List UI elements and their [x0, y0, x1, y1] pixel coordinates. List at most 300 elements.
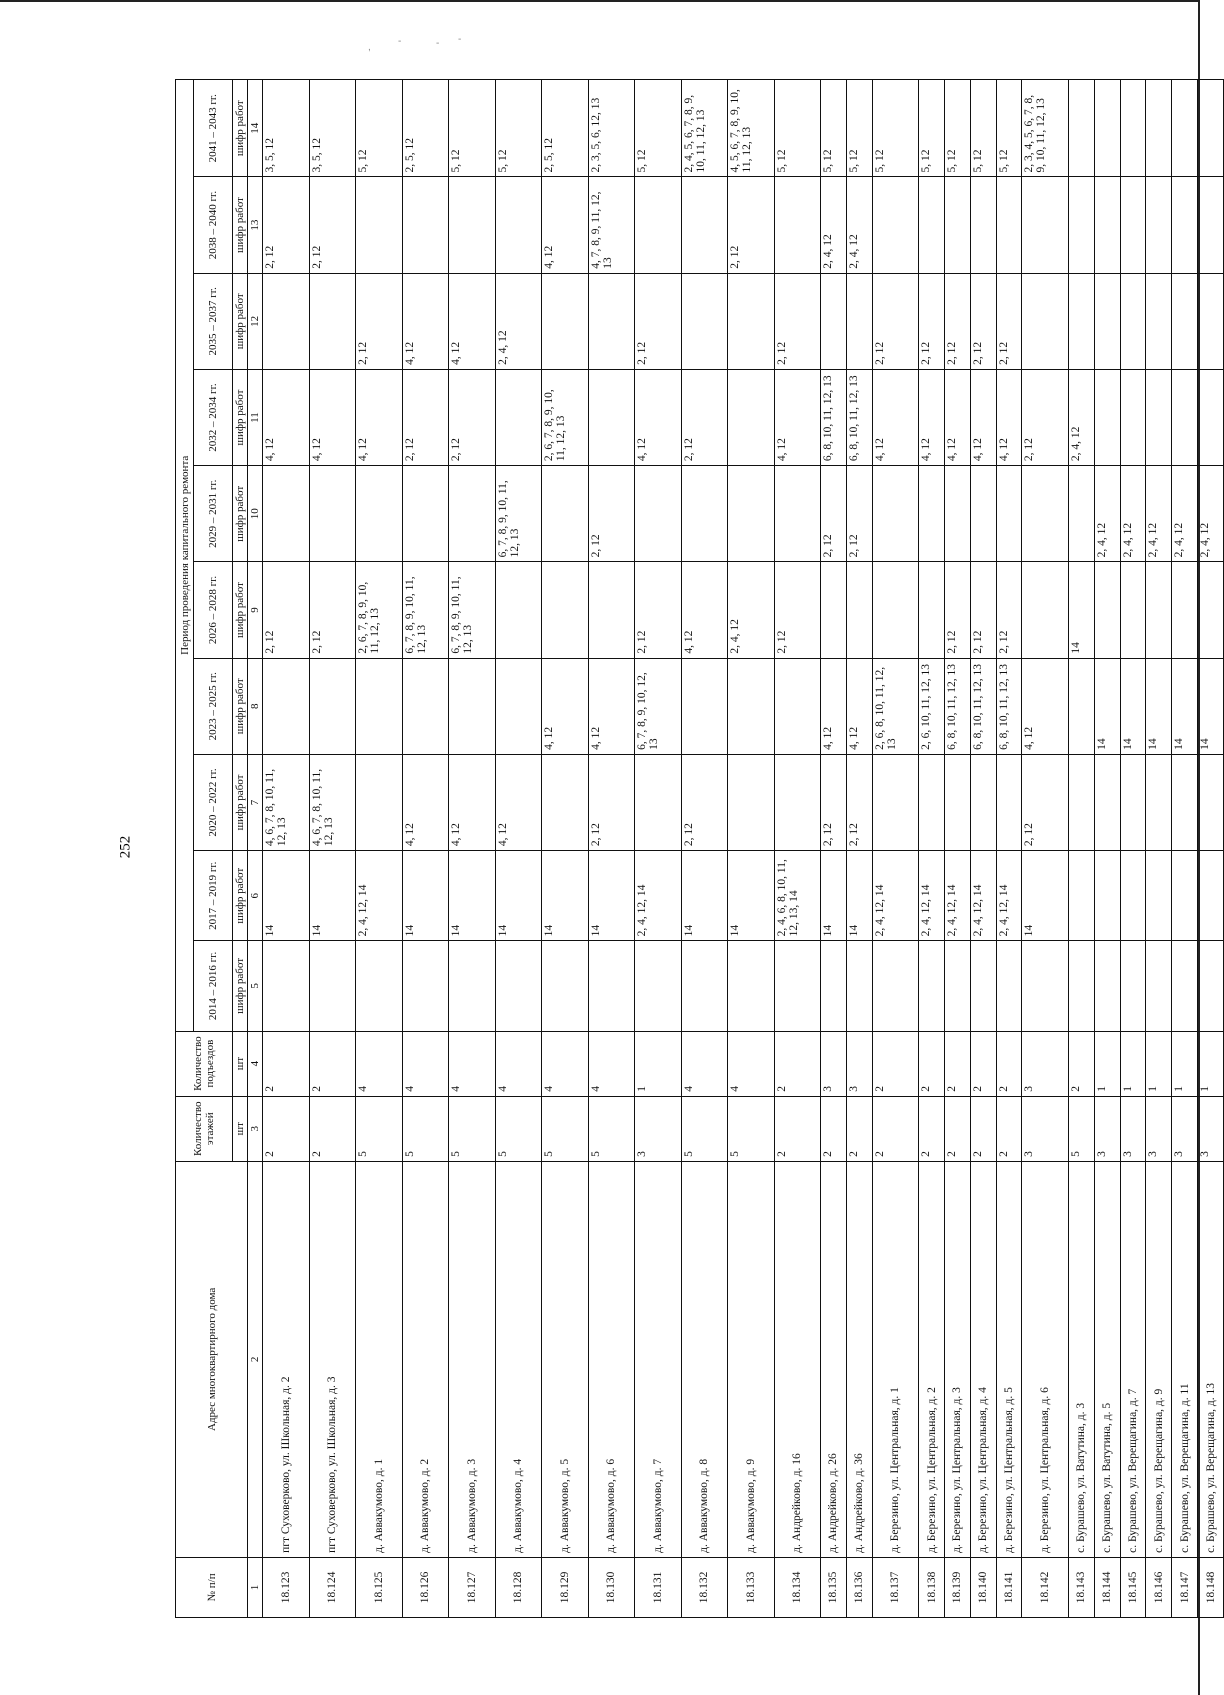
row-period-code — [1172, 562, 1198, 658]
row-period-code — [774, 177, 821, 273]
row-address: д. Андрейково, д. 16 — [774, 1161, 821, 1557]
row-period-code — [1120, 273, 1146, 369]
header-period: 2041 – 2043 гг. — [194, 80, 233, 177]
header-period: 2014 – 2016 гг. — [194, 941, 233, 1031]
row-address: д. Березино, ул. Центральная, д. 3 — [944, 1161, 970, 1557]
row-period-code — [919, 562, 945, 658]
row-period-code — [588, 941, 635, 1031]
row-floors: 5 — [542, 1096, 589, 1161]
row-period-code: 14 — [1146, 658, 1172, 754]
header-period: 2020 – 2022 гг. — [194, 754, 233, 850]
row-period-code — [1094, 369, 1120, 465]
row-entrances: 2 — [1068, 1031, 1094, 1096]
header-period-title: Период проведения капитального ремонта — [176, 80, 194, 1032]
row-period-code: 2, 4, 12 — [846, 177, 872, 273]
row-period-code — [356, 658, 403, 754]
row-period-code — [846, 941, 872, 1031]
row-number: 18.145 — [1120, 1557, 1146, 1617]
header-col-number: 8 — [248, 658, 263, 754]
row-period-code — [1068, 177, 1094, 273]
row-floors: 3 — [1146, 1096, 1172, 1161]
row-period-code — [495, 562, 542, 658]
row-period-code — [1120, 851, 1146, 941]
row-period-code — [728, 754, 775, 850]
row-period-code: 2, 12 — [996, 562, 1022, 658]
row-period-code: 2, 5, 12 — [542, 80, 589, 177]
row-entrances: 2 — [872, 1031, 919, 1096]
row-period-code: 2, 12 — [356, 273, 403, 369]
table-row — [1094, 80, 1120, 1618]
row-period-code: 2, 12 — [681, 754, 728, 850]
row-period-code: 2, 6, 7, 8, 9, 10, 11, 12, 13 — [356, 562, 403, 658]
row-number: 18.127 — [449, 1557, 496, 1617]
row-period-code — [846, 562, 872, 658]
row-period-code: 6, 8, 10, 11, 12, 13 — [944, 658, 970, 754]
row-period-code — [728, 658, 775, 754]
page-number: 252 — [117, 835, 134, 859]
row-period-code: 14 — [1022, 851, 1069, 941]
row-entrances: 1 — [1198, 1031, 1224, 1096]
row-floors: 5 — [356, 1096, 403, 1161]
row-period-code: 4, 12 — [681, 562, 728, 658]
row-period-code — [263, 941, 310, 1031]
row-period-code — [635, 754, 682, 850]
row-period-code — [1198, 851, 1224, 941]
row-period-code: 4, 12 — [774, 369, 821, 465]
row-number: 18.136 — [846, 1557, 872, 1617]
row-period-code: 4, 12 — [588, 658, 635, 754]
row-period-code: 2, 12 — [774, 273, 821, 369]
row-floors: 3 — [635, 1096, 682, 1161]
row-address: д. Березино, ул. Центральная, д. 6 — [1022, 1161, 1069, 1557]
row-period-code: 2, 4, 12 — [1094, 466, 1120, 562]
header-period: 2023 – 2025 гг. — [194, 658, 233, 754]
header-period: 2029 – 2031 гг. — [194, 466, 233, 562]
table-row — [1172, 80, 1198, 1618]
row-period-code: 2, 12 — [635, 273, 682, 369]
row-period-code: 4, 7, 8, 9, 11, 12, 13 — [588, 177, 635, 273]
row-period-code: 14 — [588, 851, 635, 941]
row-period-code: 2, 12 — [821, 466, 847, 562]
row-floors: 2 — [263, 1096, 310, 1161]
row-number: 18.130 — [588, 1557, 635, 1617]
row-floors: 3 — [1022, 1096, 1069, 1161]
row-period-code — [309, 658, 356, 754]
row-floors: 5 — [728, 1096, 775, 1161]
row-period-code: 2, 12 — [588, 754, 635, 850]
row-period-code: 5, 12 — [821, 80, 847, 177]
header-sub-label: шифр работ — [233, 851, 248, 941]
row-address: д. Андрейково, д. 36 — [846, 1161, 872, 1557]
row-period-code — [1146, 177, 1172, 273]
row-period-code — [1094, 177, 1120, 273]
row-floors: 5 — [1068, 1096, 1094, 1161]
row-number: 18.147 — [1172, 1557, 1198, 1617]
table-row — [1120, 80, 1146, 1618]
row-number: 18.129 — [542, 1557, 589, 1617]
row-period-code: 4, 12 — [872, 369, 919, 465]
row-period-code: 2, 12 — [944, 562, 970, 658]
table-row — [919, 80, 945, 1618]
header-col-number: 3 — [248, 1096, 263, 1161]
row-period-code: 2, 4, 12, 14 — [919, 851, 945, 941]
row-entrances: 4 — [728, 1031, 775, 1096]
row-address: д. Березино, ул. Центральная, д. 5 — [996, 1161, 1022, 1557]
row-entrances: 3 — [1022, 1031, 1069, 1096]
row-address: д. Аввакумово, д. 8 — [681, 1161, 728, 1557]
row-number: 18.137 — [872, 1557, 919, 1617]
row-period-code: 4, 12 — [263, 369, 310, 465]
row-floors: 5 — [588, 1096, 635, 1161]
row-period-code — [356, 754, 403, 850]
header-col-number: 6 — [248, 851, 263, 941]
row-period-code — [728, 466, 775, 562]
row-period-code — [1094, 562, 1120, 658]
row-period-code: 2, 12 — [970, 562, 996, 658]
row-period-code — [1068, 851, 1094, 941]
row-period-code — [919, 466, 945, 562]
row-period-code: 4, 12 — [944, 369, 970, 465]
row-period-code — [872, 562, 919, 658]
row-number: 18.142 — [1022, 1557, 1069, 1617]
row-period-code: 2, 12 — [309, 562, 356, 658]
row-entrances: 4 — [681, 1031, 728, 1096]
row-period-code: 6, 8, 10, 11, 12, 13 — [970, 658, 996, 754]
row-period-code — [542, 273, 589, 369]
row-period-code: 5, 12 — [635, 80, 682, 177]
row-period-code: 2, 12 — [996, 273, 1022, 369]
row-entrances: 2 — [996, 1031, 1022, 1096]
table-row — [681, 80, 728, 1618]
row-period-code: 6, 7, 8, 9, 10, 11, 12, 13 — [495, 466, 542, 562]
row-period-code — [635, 941, 682, 1031]
header-col-number: 14 — [248, 80, 263, 177]
row-address: с. Бурашево, ул. Ватутина, д. 5 — [1094, 1161, 1120, 1557]
row-period-code: 2, 12 — [635, 562, 682, 658]
row-period-code: 6, 8, 10, 11, 12, 13 — [996, 658, 1022, 754]
row-period-code: 6, 7, 8, 9, 10, 11, 12, 13 — [402, 562, 449, 658]
table-row — [449, 80, 496, 1618]
row-period-code — [774, 754, 821, 850]
row-floors: 3 — [1120, 1096, 1146, 1161]
row-period-code — [1094, 851, 1120, 941]
row-period-code — [1172, 941, 1198, 1031]
row-address: д. Аввакумово, д. 3 — [449, 1161, 496, 1557]
row-period-code — [1198, 80, 1224, 177]
row-period-code — [495, 177, 542, 273]
row-period-code: 6, 8, 10, 11, 12, 13 — [821, 369, 847, 465]
row-period-code — [1172, 369, 1198, 465]
row-period-code: 4, 12 — [846, 658, 872, 754]
row-period-code — [1120, 80, 1146, 177]
row-period-code: 2, 12 — [970, 273, 996, 369]
row-period-code: 5, 12 — [919, 80, 945, 177]
row-period-code: 6, 7, 8, 9, 10, 11, 12, 13 — [449, 562, 496, 658]
row-period-code — [449, 466, 496, 562]
row-period-code — [1022, 466, 1069, 562]
row-period-code — [821, 273, 847, 369]
row-period-code — [449, 658, 496, 754]
row-number: 18.125 — [356, 1557, 403, 1617]
row-period-code — [1094, 754, 1120, 850]
row-period-code — [356, 177, 403, 273]
row-period-code — [944, 466, 970, 562]
row-period-code: 2, 12 — [919, 273, 945, 369]
row-floors: 5 — [681, 1096, 728, 1161]
row-period-code: 2, 4, 12, 14 — [872, 851, 919, 941]
header-unit: шт — [233, 1031, 248, 1096]
row-address: д. Березино, ул. Центральная, д. 2 — [919, 1161, 945, 1557]
row-period-code — [588, 273, 635, 369]
row-period-code — [1120, 369, 1146, 465]
row-period-code: 2, 6, 10, 11, 12, 13 — [919, 658, 945, 754]
row-period-code — [1068, 658, 1094, 754]
row-period-code — [1068, 273, 1094, 369]
row-floors: 2 — [944, 1096, 970, 1161]
scan-speck: - — [398, 36, 402, 47]
row-floors: 2 — [774, 1096, 821, 1161]
header-sub-label: шифр работ — [233, 466, 248, 562]
row-period-code — [356, 941, 403, 1031]
row-period-code — [1120, 177, 1146, 273]
row-period-code — [263, 466, 310, 562]
row-number: 18.128 — [495, 1557, 542, 1617]
row-period-code — [1068, 80, 1094, 177]
row-period-code: 2, 4, 12, 14 — [635, 851, 682, 941]
row-period-code: 5, 12 — [996, 80, 1022, 177]
row-period-code — [542, 754, 589, 850]
row-entrances: 2 — [309, 1031, 356, 1096]
scan-speck: , — [368, 42, 371, 53]
row-period-code — [1022, 941, 1069, 1031]
row-period-code: 2, 4, 12, 14 — [996, 851, 1022, 941]
row-address: д. Аввакумово, д. 2 — [402, 1161, 449, 1557]
row-period-code — [1146, 369, 1172, 465]
row-period-code: 2, 12 — [728, 177, 775, 273]
row-period-code — [1198, 754, 1224, 850]
table-row — [996, 80, 1022, 1618]
table-row — [402, 80, 449, 1618]
row-number: 18.140 — [970, 1557, 996, 1617]
row-period-code: 2, 12 — [774, 562, 821, 658]
row-period-code: 5, 12 — [944, 80, 970, 177]
table-row — [1198, 80, 1224, 1618]
row-period-code — [872, 754, 919, 850]
table-row — [821, 80, 847, 1618]
row-period-code — [449, 941, 496, 1031]
row-entrances: 4 — [495, 1031, 542, 1096]
row-period-code: 14 — [1198, 658, 1224, 754]
row-number: 18.141 — [996, 1557, 1022, 1617]
row-period-code — [1120, 754, 1146, 850]
row-period-code — [1198, 273, 1224, 369]
table-row — [263, 80, 310, 1618]
row-number: 18.132 — [681, 1557, 728, 1617]
repair-schedule-table — [175, 79, 1224, 1618]
table-body — [263, 80, 1224, 1618]
row-period-code: 5, 12 — [774, 80, 821, 177]
row-period-code: 2, 4, 12 — [1120, 466, 1146, 562]
row-floors: 5 — [449, 1096, 496, 1161]
row-period-code — [495, 369, 542, 465]
header-col-address: Адрес многоквартирного дома — [176, 1161, 248, 1557]
row-floors: 2 — [919, 1096, 945, 1161]
row-address: д. Андрейково, д. 26 — [821, 1161, 847, 1557]
row-period-code — [681, 941, 728, 1031]
row-floors: 2 — [846, 1096, 872, 1161]
row-period-code: 2, 4, 12, 14 — [944, 851, 970, 941]
row-period-code — [1172, 177, 1198, 273]
row-period-code: 14 — [1172, 658, 1198, 754]
row-period-code: 2, 4, 12 — [1198, 466, 1224, 562]
table-row — [970, 80, 996, 1618]
row-period-code — [919, 754, 945, 850]
table-row — [356, 80, 403, 1618]
row-period-code — [495, 941, 542, 1031]
header-col-number: 7 — [248, 754, 263, 850]
row-period-code: 2, 4, 12 — [1172, 466, 1198, 562]
table-row — [944, 80, 970, 1618]
row-period-code — [1198, 369, 1224, 465]
row-entrances: 1 — [1172, 1031, 1198, 1096]
header-sub-label: шифр работ — [233, 754, 248, 850]
row-number: 18.144 — [1094, 1557, 1120, 1617]
header-col-entrances: Количество подъездов — [176, 1031, 233, 1096]
row-address: д. Березино, ул. Центральная, д. 1 — [872, 1161, 919, 1557]
row-period-code: 4, 6, 7, 8, 10, 11, 12, 13 — [309, 754, 356, 850]
row-entrances: 1 — [635, 1031, 682, 1096]
row-period-code: 2, 3, 5, 6, 12, 13 — [588, 80, 635, 177]
row-period-code — [681, 466, 728, 562]
row-period-code — [1068, 466, 1094, 562]
row-address: д. Аввакумово, д. 7 — [635, 1161, 682, 1557]
row-period-code: 3, 5, 12 — [263, 80, 310, 177]
row-period-code: 2, 6, 7, 8, 9, 10, 11, 12, 13 — [542, 369, 589, 465]
row-period-code: 14 — [846, 851, 872, 941]
row-floors: 2 — [872, 1096, 919, 1161]
header-col-number: 10 — [248, 466, 263, 562]
header-period: 2038 – 2040 гг. — [194, 177, 233, 273]
table-row — [495, 80, 542, 1618]
row-period-code: 2, 4, 12 — [1068, 369, 1094, 465]
row-floors: 3 — [1172, 1096, 1198, 1161]
header-sub-label: шифр работ — [233, 562, 248, 658]
row-period-code: 2, 4, 6, 8, 10, 11, 12, 13, 14 — [774, 851, 821, 941]
row-number: 18.134 — [774, 1557, 821, 1617]
row-period-code — [309, 273, 356, 369]
row-address: д. Аввакумово, д. 1 — [356, 1161, 403, 1557]
row-period-code — [970, 754, 996, 850]
row-period-code — [1068, 754, 1094, 850]
row-period-code — [542, 466, 589, 562]
row-period-code — [919, 941, 945, 1031]
row-period-code: 2, 12 — [263, 177, 310, 273]
row-period-code: 4, 12 — [402, 273, 449, 369]
row-address: д. Березино, ул. Центральная, д. 4 — [970, 1161, 996, 1557]
row-number: 18.126 — [402, 1557, 449, 1617]
row-period-code: 4, 12 — [919, 369, 945, 465]
row-number: 18.138 — [919, 1557, 945, 1617]
row-period-code: 5, 12 — [970, 80, 996, 177]
header-period: 2032 – 2034 гг. — [194, 369, 233, 465]
row-period-code: 2, 4, 12 — [495, 273, 542, 369]
row-address: д. Аввакумово, д. 5 — [542, 1161, 589, 1557]
row-period-code — [1146, 851, 1172, 941]
scan-speck: - — [458, 34, 462, 45]
row-period-code: 2, 12 — [944, 273, 970, 369]
header-col-number: 5 — [248, 941, 263, 1031]
row-period-code — [356, 466, 403, 562]
row-period-code: 4, 12 — [449, 754, 496, 850]
row-period-code: 4, 12 — [495, 754, 542, 850]
row-entrances: 1 — [1146, 1031, 1172, 1096]
row-period-code — [542, 562, 589, 658]
row-period-code — [402, 177, 449, 273]
row-period-code: 4, 12 — [1022, 658, 1069, 754]
header-sub-label: шифр работ — [233, 658, 248, 754]
row-period-code — [1146, 273, 1172, 369]
row-period-code: 2, 4, 5, 6, 7, 8, 9, 10, 11, 12, 13 — [681, 80, 728, 177]
row-period-code — [821, 562, 847, 658]
row-address: с. Бурашево, ул. Верещагина, д. 9 — [1146, 1161, 1172, 1557]
row-period-code: 2, 12 — [588, 466, 635, 562]
row-period-code — [1198, 177, 1224, 273]
row-period-code: 4, 6, 7, 8, 10, 11, 12, 13 — [263, 754, 310, 850]
table-row — [542, 80, 589, 1618]
row-period-code: 4, 5, 6, 7, 8, 9, 10, 11, 12, 13 — [728, 80, 775, 177]
header-unit: шт — [233, 1096, 248, 1161]
row-period-code: 14 — [542, 851, 589, 941]
row-period-code — [635, 466, 682, 562]
row-address: с. Бурашево, ул. Верещагина, д. 13 — [1198, 1161, 1224, 1557]
row-number: 18.131 — [635, 1557, 682, 1617]
row-period-code: 2, 4, 12, 14 — [356, 851, 403, 941]
row-period-code — [681, 658, 728, 754]
header-col-number: 13 — [248, 177, 263, 273]
row-address: с. Бурашево, ул. Ватутина, д. 3 — [1068, 1161, 1094, 1557]
row-period-code: 2, 12 — [872, 273, 919, 369]
row-period-code — [1094, 80, 1120, 177]
header-sub-label: шифр работ — [233, 177, 248, 273]
row-period-code — [681, 177, 728, 273]
row-period-code: 14 — [309, 851, 356, 941]
header-col-number: 12 — [248, 273, 263, 369]
row-period-code: 3, 5, 12 — [309, 80, 356, 177]
header-col-floors: Количество этажей — [176, 1096, 233, 1161]
row-period-code: 2, 3, 4, 5, 6, 7, 8, 9, 10, 11, 12, 13 — [1022, 80, 1069, 177]
row-address: с. Бурашево, ул. Верещагина, д. 7 — [1120, 1161, 1146, 1557]
row-period-code: 2, 12 — [449, 369, 496, 465]
header-period: 2026 – 2028 гг. — [194, 562, 233, 658]
header-sub-label: шифр работ — [233, 941, 248, 1031]
row-address: пгт Суховерково, ул. Школьная, д. 3 — [309, 1161, 356, 1557]
row-period-code — [635, 177, 682, 273]
row-entrances: 4 — [402, 1031, 449, 1096]
row-period-code: 5, 12 — [495, 80, 542, 177]
row-period-code: 2, 12 — [402, 369, 449, 465]
row-entrances: 2 — [919, 1031, 945, 1096]
row-period-code: 4, 12 — [635, 369, 682, 465]
row-period-code: 2, 12 — [1022, 369, 1069, 465]
row-period-code: 14 — [449, 851, 496, 941]
row-period-code — [1120, 562, 1146, 658]
row-number: 18.146 — [1146, 1557, 1172, 1617]
row-period-code: 2, 4, 12 — [821, 177, 847, 273]
row-period-code — [996, 941, 1022, 1031]
row-number: 18.135 — [821, 1557, 847, 1617]
row-period-code — [821, 941, 847, 1031]
row-period-code: 4, 12 — [970, 369, 996, 465]
